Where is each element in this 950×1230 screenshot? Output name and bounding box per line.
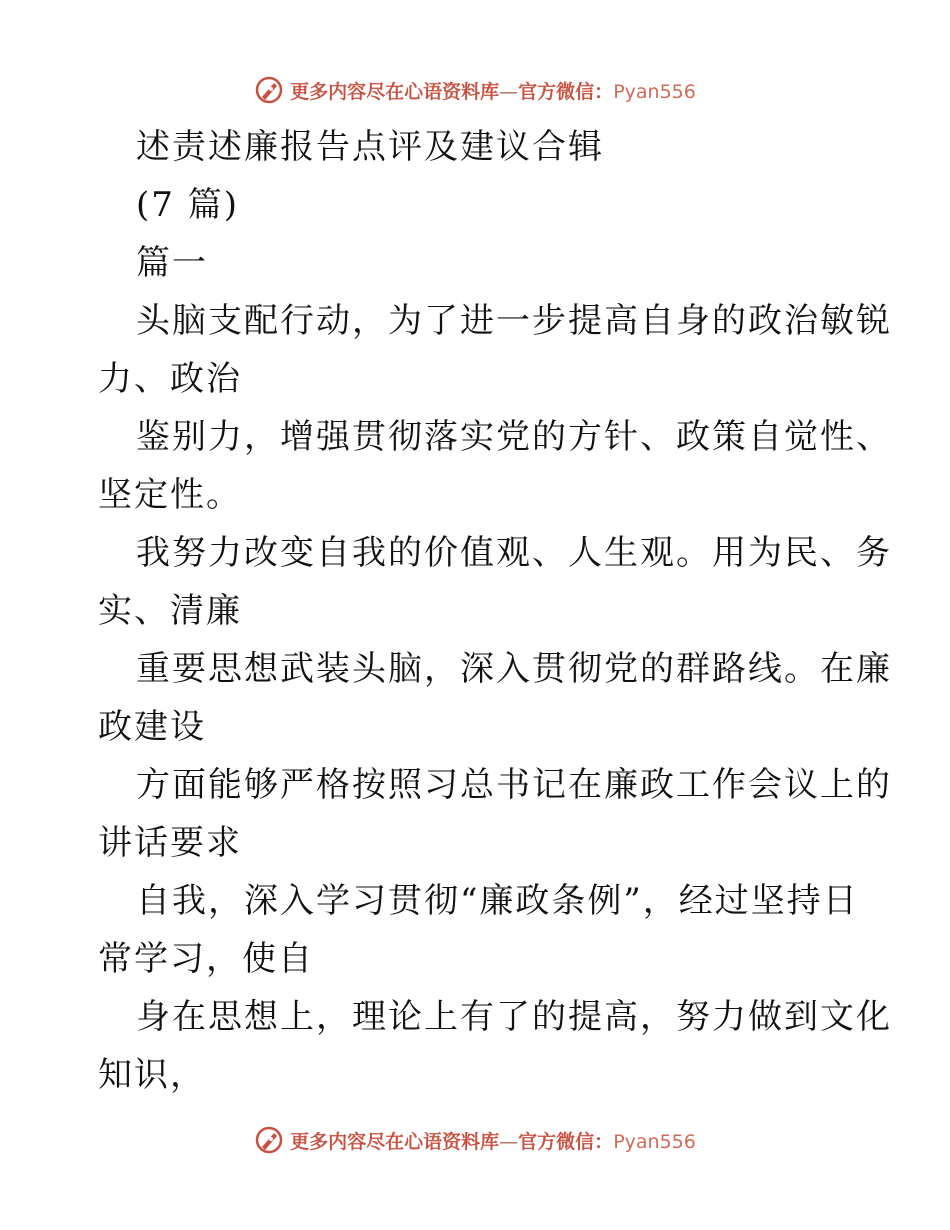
- paragraph-line: 政建设: [98, 707, 206, 747]
- paragraph-line: 常学习，使自: [98, 939, 314, 979]
- paragraph-line: 坚定性。: [98, 475, 242, 515]
- paragraph-line: 力、政治: [98, 359, 242, 399]
- paragraph-line: 身在思想上，理论上有了的提高，努力做到文化: [136, 997, 892, 1037]
- banner-text: 更多内容尽在心语资料库—官方微信：Pyan556: [290, 80, 696, 103]
- banner-text: 更多内容尽在心语资料库—官方微信：Pyan556: [290, 1130, 696, 1153]
- document-body: [98, 118, 892, 1104]
- paragraph-line: 讲话要求: [98, 823, 242, 863]
- paragraph-line: 我努力改变自我的价值观、人生观。用为民、务: [136, 533, 892, 573]
- document-subtitle: (7 篇): [136, 185, 239, 225]
- paragraph-line: 重要思想武装头脑，深入贯彻党的群路线。在廉: [136, 649, 892, 689]
- paragraph-line: 头脑支配行动，为了进一步提高自身的政治敏锐: [136, 301, 892, 341]
- paragraph-line: 方面能够严格按照习总书记在廉政工作会议上的: [136, 765, 892, 805]
- footer-banner: [0, 1120, 950, 1160]
- paragraph-line: 知识，: [98, 1055, 206, 1095]
- document-title: 述责述廉报告点评及建议合辑: [136, 127, 604, 167]
- paragraph-line: 鉴别力，增强贯彻落实党的方针、政策自觉性、: [136, 417, 892, 457]
- paragraph-line: 自我，深入学习贯彻“廉政条例”，经过坚持日: [136, 881, 859, 921]
- pen-logo-icon: [254, 1125, 284, 1155]
- section-heading: 篇一: [136, 243, 208, 283]
- header-banner: [0, 70, 950, 110]
- pen-logo-icon: [254, 75, 284, 105]
- paragraph-line: 实、清廉: [98, 591, 242, 631]
